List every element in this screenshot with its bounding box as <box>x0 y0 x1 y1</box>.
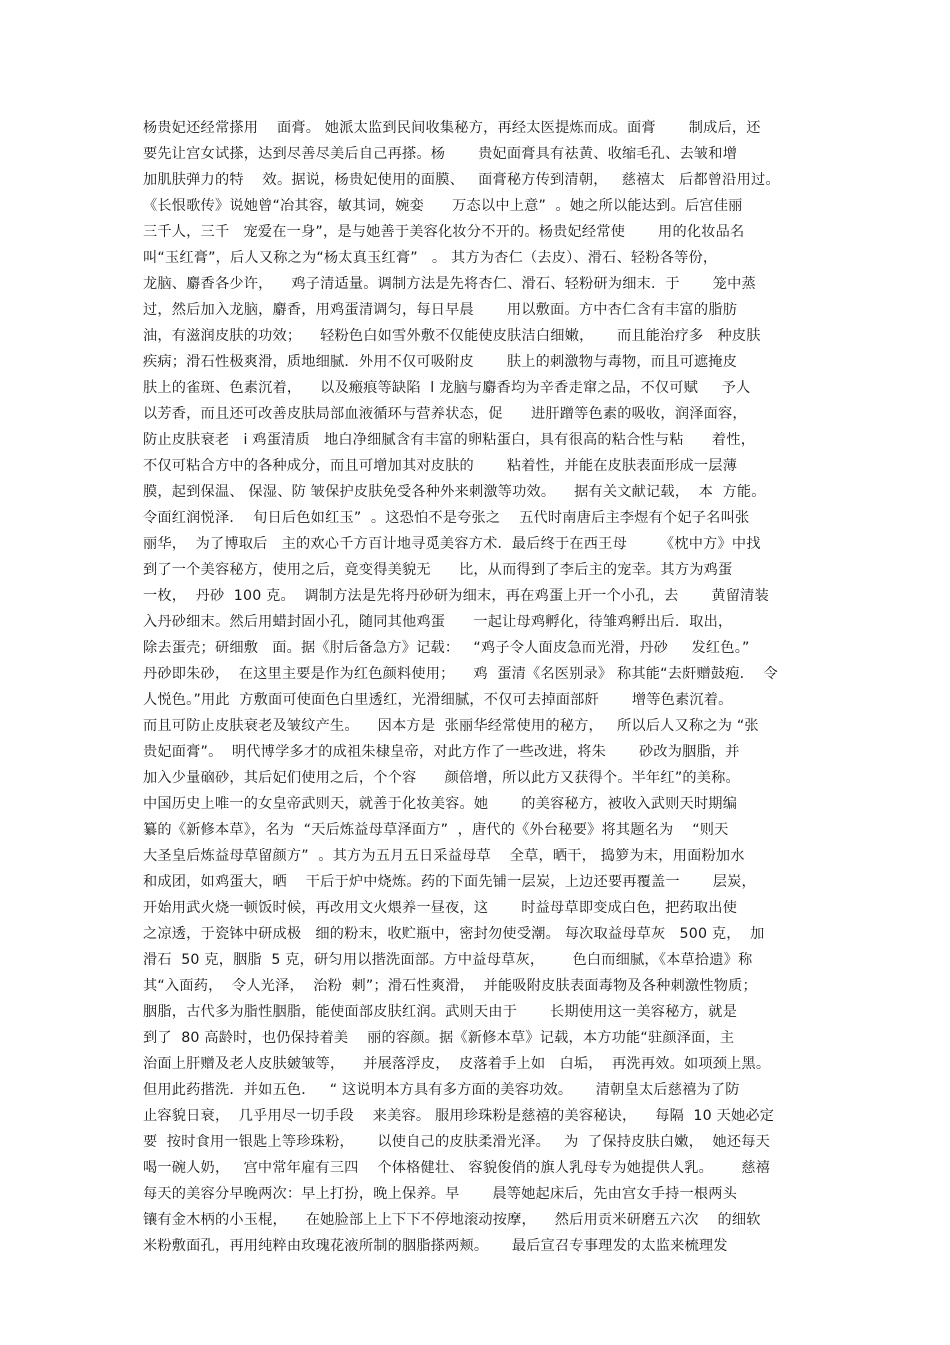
text-line: 叫“玉红膏”，后人又称之为“杨太真玉红膏” 。 其方为杏仁（去皮）、滑石、轻粉各等份， <box>143 250 718 266</box>
text-line: 之凉透，于瓷钵中研成极 细的粉末，收贮瓶中，密封勿使受潮。 每次取益母草灰 500 克， 加 <box>143 926 765 942</box>
text-line: 加入少量硇砂，其后妃们使用之后，个个容 颜倍增，所以此方又获得个。半年红”的美称。 <box>143 770 740 786</box>
text-line: 《长恨歌传》说她曾“冶其容，敏其词，婉娈 万态以中上意” 。她之所以能达到。后宫佳丽 <box>143 198 743 214</box>
text-line: 过，然后加入龙脑，麝香，用鸡蛋清调匀，每日早晨 用以敷面。方中杏仁含有丰富的脂肪 <box>143 302 738 318</box>
text-line: 一枚， 丹砂 100 克。 调制方法是先将丹砂研为细末，再在鸡蛋上开一个小孔，去 黄留清装 <box>143 588 769 604</box>
text-line: 入丹砂细末。然后用蜡封固小孔，随同其他鸡蛋 一起让母鸡孵化，待雏鸡孵出后．取出， <box>143 614 733 630</box>
text-line: 除去蛋壳；研细敷 面。据《肘后备急方》记载： “鸡子令人面皮急而光滑，丹砂 发红色。” <box>143 640 750 656</box>
text-line: 贵妃面膏”。 明代博学多才的成祖朱棣皇帝，对此方作了一些改进，将朱 砂改为胭脂，并 <box>143 744 740 760</box>
text-line: 大圣皇后炼益母草留颜方” 。其方为五月五日采益母草 全草，晒干， 捣箩为末，用面粉加水 <box>143 848 745 864</box>
text-line: 喝一碗人奶， 宫中常年雇有三四 个体格健壮、 容貌俊俏的旗人乳母专为她提供人乳。 慈禧 <box>143 1160 771 1176</box>
text-line: 疾病；滑石性极爽滑，质地细腻．外用不仅可吸附皮 肤上的刺激物与毒物，而且可遮掩皮 <box>143 354 738 370</box>
text-line: 其“入面药， 令人光泽， 治粉 刺”；滑石性爽滑， 并能吸附皮肤表面毒物及各种刺激性物质； <box>143 978 757 994</box>
text-line: 加肌肤弹力的特 效。据说，杨贵妃使用的面膜、 面膏秘方传到清朝， 慈禧太 后都曾沿用过。 <box>143 172 780 188</box>
text-line: 镶有金木柄的小玉棍， 在她脸部上上下下不停地滚动按摩， 然后用贡米研磨五六次 的细软 <box>143 1212 761 1228</box>
text-line: 防止皮肤衰老 i 鸡蛋清质 地白净细腻含有丰富的卵粘蛋白，具有很高的粘合性与粘 着性， <box>143 432 756 448</box>
text-line: 和成团，如鸡蛋大，晒 干后于炉中烧炼。药的下面先铺一层炭，上边还要再覆盖一 层炭， <box>143 874 756 890</box>
text-line: 但用此药揩洗．并如五色． “ 这说明本方具有多方面的美容功效。 清朝皇太后慈禧为了防 <box>143 1082 740 1098</box>
text-line: 到了一个美容秘方，使用之后，竟变得美貌无 比，从而得到了李后主的宠幸。其方为鸡蛋 <box>143 562 733 578</box>
text-line: 开始用武火烧一顿饭时候，再改用文火煨养一昼夜，这 时益母草即变成白色，把药取出使 <box>143 900 738 916</box>
text-line: 到了 80 高龄时，也仍保持着美 丽的容颜。据《新修本草》记载，本方功能“驻颜泽面，主 <box>143 1030 735 1046</box>
text-line: 三千人，三千 宠爱在一身”，是与她善于美容化妆分不开的。杨贵妃经常使 用的化妆品名 <box>143 224 745 240</box>
text-line: 杨贵妃还经常搽用 面膏。 她派太监到民间收集秘方，再经太医提炼而成。面膏 制成后，还 <box>143 120 761 136</box>
text-line: 每天的美容分早晚两次：早上打扮，晚上保养。早 晨等她起床后，先由宫女手持一根两头 <box>143 1186 738 1202</box>
text-line: 治面上肝赠及老人皮肤皴皱等， 并展落浮皮， 皮落着手上如 白垢， 再洗再效。如项颈上黑。 <box>143 1056 771 1072</box>
text-line: 纂的《新修本草》，名为 “天后炼益母草泽面方” ，唐代的《外台秘要》将其题名为 “则天 <box>143 822 729 838</box>
text-line: 米粉敷面孔，再用纯粹由玫瑰花液所制的胭脂搽两颊。 最后宣召专事理发的太监来梳理发 <box>143 1238 728 1254</box>
text-line: 龙脑、麝香各少许， 鸡子清适量。调制方法是先将杏仁、滑石、轻粉研为细末．于 笼中蒸 <box>143 276 756 292</box>
text-line: 油，有滋润皮肤的功效； 轻粉色白如雪外敷不仅能使皮肤洁白细嫩， 而且能治疗多 种皮肤 <box>143 328 761 344</box>
text-line: 止容貌日衰， 几乎用尽一切手段 来美容。 服用珍珠粉是慈禧的美容秘诀， 每隔 10 天她必定 <box>143 1108 775 1124</box>
text-line: 要 按时食用一银匙上等珍珠粉， 以使自己的皮肤柔滑光泽。 为 了保持皮肤白嫩， 她还每天 <box>143 1134 771 1150</box>
text-line: 丹砂即朱砂， 在这里主要是作为红色颜料使用； 鸡 蛋清《名医别录》 称其能“去皯赠鼓疱． 令 <box>143 666 778 682</box>
text-line: 人悦色。”用此 方敷面可使面色白里透红，光滑细腻，不仅可去掉面部皯 增等色素沉着。 <box>143 692 733 708</box>
text-line: 要先让宫女试搽，达到尽善尽美后自己再搽。杨 贵妃面膏具有祛黄、收缩毛孔、去皱和增 <box>143 146 738 162</box>
text-line: 而且可防止皮肤衰老及皱纹产生。 因本方是 张丽华经常使用的秘方， 所以后人又称之为 “张 <box>143 718 759 734</box>
text-line: 令面红润悦泽． 旬日后色如红玉” 。这恐怕不是夸张之 五代时南唐后主李煜有个妃子名叫张 <box>143 510 750 526</box>
text-line: 丽华， 为了博取后 主的欢心千方百计地寻觅美容方术．最后终于在西王母 《枕中方》中找 <box>143 536 761 552</box>
text-line: 以芳香，而且还可改善皮肤局部血液循环与营养状态，促 进肝蹭等色素的吸收，润泽面容， <box>143 406 747 422</box>
text-line: 滑石 50 克，胭脂 5 克，研匀用以揩洗面部。方中益母草灰， 色白而细腻，《本草拾遗》称 <box>143 952 753 968</box>
text-line: 肤上的雀斑、色素沉着， 以及瘢痕等缺陷 l 龙脑与麝香均为辛香走窜之品，不仅可赋 予人 <box>143 380 751 396</box>
text-line: 胭脂，古代多为脂性胭脂，能使面部皮肤红润。武则天由于 长期使用这一美容秘方，就是 <box>143 1004 738 1020</box>
text-line: 膜，起到保温、 保湿、防 皱保护皮肤免受各种外来刺激等功效。 据有关文献记载， 本 方能。 <box>143 484 766 500</box>
text-line: 中国历史上唯一的女皇帝武则天，就善于化妆美容。她 的美容秘方，被收入武则天时期编 <box>143 796 738 812</box>
text-line: 不仅可粘合方中的各种成分，而且可增加其对皮肤的 粘着性，并能在皮肤表面形成一层薄 <box>143 458 738 474</box>
